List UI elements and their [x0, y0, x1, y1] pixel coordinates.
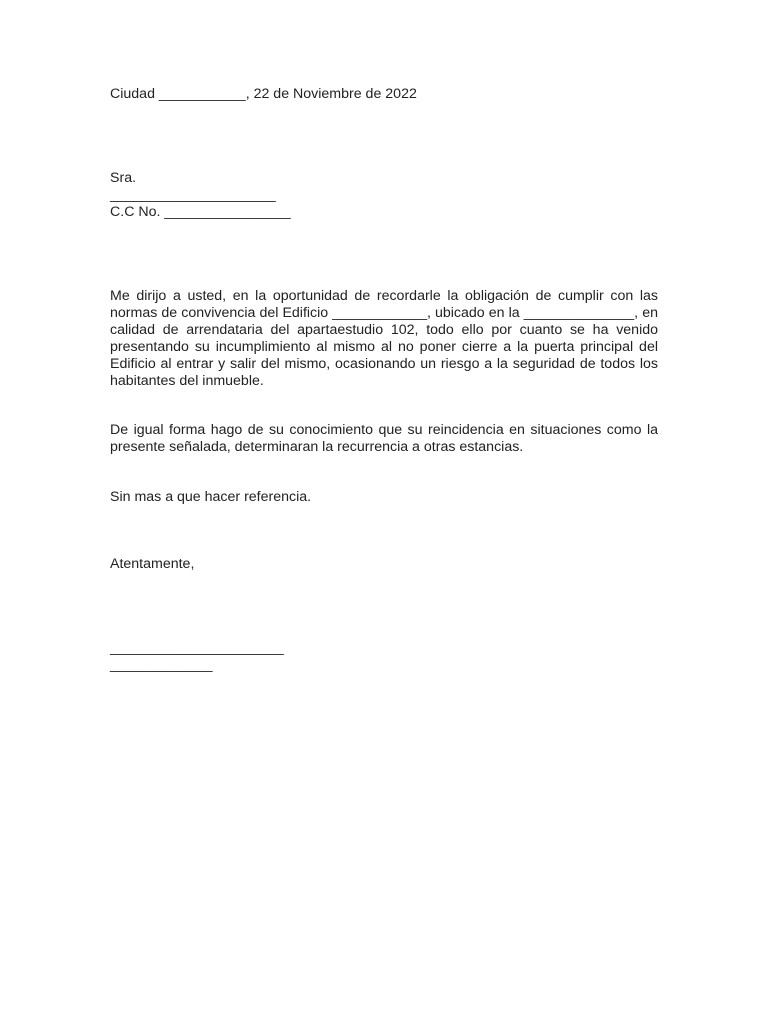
body-paragraph-1: Me dirijo a usted, en la oportunidad de recordarle la obligación de cumplir con las normas de convivencia del Edificio ____________, ubicado en la ______________, en calidad de arrendataria del apartaestudio 102, todo ello por cuanto se ha venido presentando su incumplimiento al mismo al no poner cierre a la puerta principal del Edificio al entrar y salir del mismo, ocasionando un riesgo a la seguridad de todos los habitantes del inmueble.	[110, 288, 658, 389]
body-paragraph-2: De igual forma hago de su conocimiento que su reincidencia en situaciones como la presente señalada, determinaran la recurrencia a otras estancias.	[110, 422, 658, 455]
recipient-title: Sra.	[110, 170, 137, 186]
body-paragraph-3: Sin mas a que hacer referencia.	[110, 489, 312, 505]
date-line: Ciudad ___________, 22 de Noviembre de 2022	[110, 86, 417, 102]
signature-line-2: _____________	[110, 657, 213, 673]
signature-line-1: ______________________	[110, 640, 284, 656]
recipient-name-blank: _____________________	[110, 187, 276, 203]
recipient-id-line: C.C No. ________________	[110, 204, 291, 220]
closing-text: Atentamente,	[110, 556, 195, 572]
